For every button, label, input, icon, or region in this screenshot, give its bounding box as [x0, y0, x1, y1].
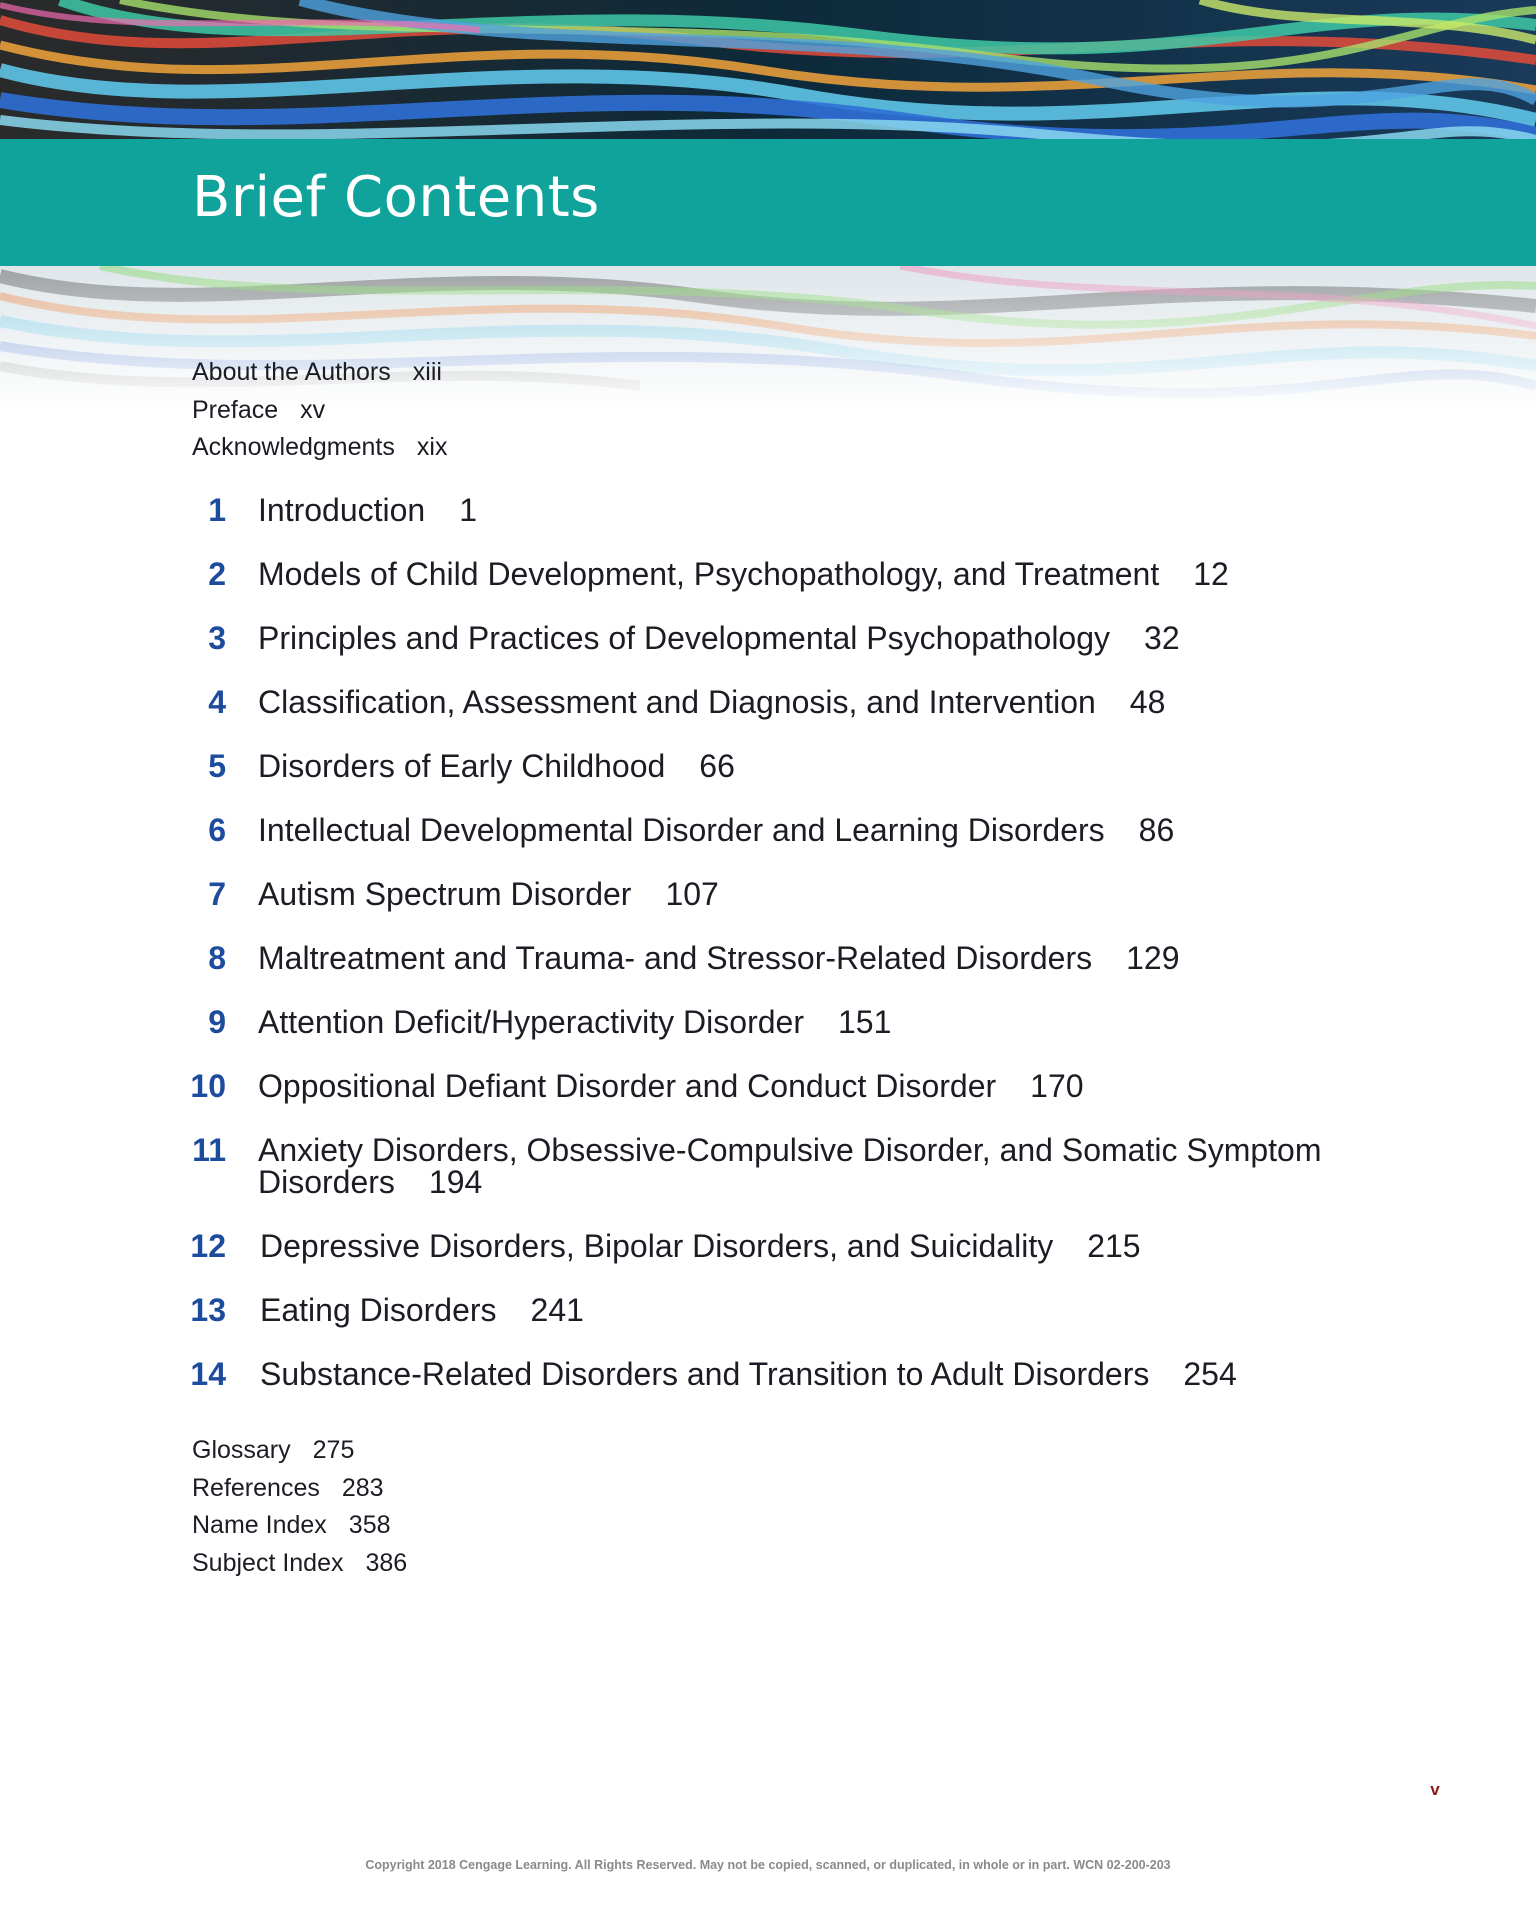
chapter-title: Models of Child Development, Psychopathology, and Treatment 12	[258, 556, 1229, 592]
chapter-page: 1	[459, 492, 478, 528]
chapter-title: Disorders of Early Childhood 66	[258, 748, 735, 784]
chapter-page: 241	[530, 1292, 584, 1328]
chapter-page: 170	[1030, 1068, 1084, 1104]
entry-page: xv	[300, 395, 326, 424]
chapter-number: 2	[208, 556, 226, 592]
back-matter-item[interactable]	[192, 1545, 407, 1583]
entry-label: Acknowledgments	[192, 433, 395, 461]
chapter-title: Eating Disorders 241	[260, 1292, 584, 1328]
chapter-number: 6	[208, 812, 226, 848]
chapter-page: 32	[1144, 620, 1180, 656]
entry-page: 358	[348, 1511, 391, 1539]
entry-page: 283	[341, 1473, 384, 1502]
chapter-title: Maltreatment and Trauma- and Stressor-Related Disorders 129	[258, 940, 1180, 976]
chapter-number: 10	[190, 1068, 226, 1104]
front-matter-item[interactable]	[192, 392, 447, 430]
entry-page: xiii	[412, 358, 442, 386]
title-band	[0, 139, 1536, 266]
entry-page: xix	[416, 433, 448, 461]
chapter-page: 215	[1087, 1228, 1141, 1264]
chapter-number: 8	[208, 940, 226, 976]
chapter-number: 13	[190, 1292, 226, 1328]
page-number: v	[1430, 1780, 1440, 1799]
chapter-number: 11	[192, 1132, 226, 1168]
back-matter-item[interactable]	[192, 1432, 407, 1470]
chapter-number: 1	[208, 492, 226, 528]
chapter-title: Classification, Assessment and Diagnosis, and Intervention 48	[258, 684, 1166, 720]
entry-label: Subject Index	[192, 1548, 344, 1577]
chapter-page: 66	[699, 748, 735, 784]
entry-label: References	[192, 1473, 320, 1502]
chapter-page: 12	[1193, 556, 1229, 592]
chapter-title: Principles and Practices of Developmental Psychopathology 32	[258, 620, 1180, 656]
chapter-title: Attention Deficit/Hyperactivity Disorder 151	[258, 1004, 892, 1040]
chapter-page: 107	[665, 876, 719, 912]
chapter-page: 254	[1183, 1356, 1237, 1392]
entry-page: 386	[365, 1548, 408, 1577]
chapter-page: 129	[1126, 940, 1180, 976]
entry-label: Preface	[192, 395, 279, 424]
front-matter-list	[192, 354, 447, 467]
front-matter-item[interactable]	[192, 354, 447, 392]
chapter-title: Intellectual Developmental Disorder and Learning Disorders 86	[258, 812, 1175, 848]
entry-label: Glossary	[192, 1436, 291, 1464]
chapter-title: Substance-Related Disorders and Transition to Adult Disorders 254	[260, 1356, 1237, 1392]
chapter-page: 48	[1129, 684, 1166, 720]
front-matter-item[interactable]	[192, 429, 447, 467]
chapter-title: Depressive Disorders, Bipolar Disorders, and Suicidality 215	[260, 1228, 1141, 1264]
chapter-page: 194	[428, 1164, 483, 1200]
chapter-title: Introduction 1	[258, 492, 478, 528]
chapter-number: 9	[208, 1004, 226, 1040]
chapter-title: Autism Spectrum Disorder 107	[258, 876, 719, 912]
chapter-number: 14	[190, 1356, 226, 1392]
chapter-page: 151	[837, 1004, 892, 1040]
chapter-number: 12	[190, 1228, 226, 1264]
entry-page: 275	[312, 1436, 355, 1464]
chapter-number: 5	[208, 748, 226, 784]
chapter-page: 86	[1138, 812, 1175, 848]
entry-label: Name Index	[192, 1511, 327, 1539]
chapter-number: 7	[208, 876, 226, 912]
back-matter-item[interactable]	[192, 1507, 407, 1545]
copyright-notice: Copyright 2018 Cengage Learning. All Rights Reserved. May not be copied, scanned, or duplicated, in whole or in part. WCN 02-200-203	[365, 1858, 1171, 1872]
chapter-number: 3	[208, 620, 226, 656]
page-title: Brief Contents	[192, 165, 600, 230]
entry-label: About the Authors	[192, 358, 391, 386]
chapter-number: 4	[208, 684, 226, 720]
back-matter-item[interactable]	[192, 1470, 407, 1508]
chapter-title: Anxiety Disorders, Obsessive-Compulsive Disorder, and Somatic Symptom Disorders 194	[258, 1132, 1322, 1200]
back-matter-list	[192, 1432, 407, 1582]
chapter-title: Oppositional Defiant Disorder and Conduct Disorder 170	[258, 1068, 1084, 1104]
cover-art-swirl-top	[0, 0, 1536, 140]
